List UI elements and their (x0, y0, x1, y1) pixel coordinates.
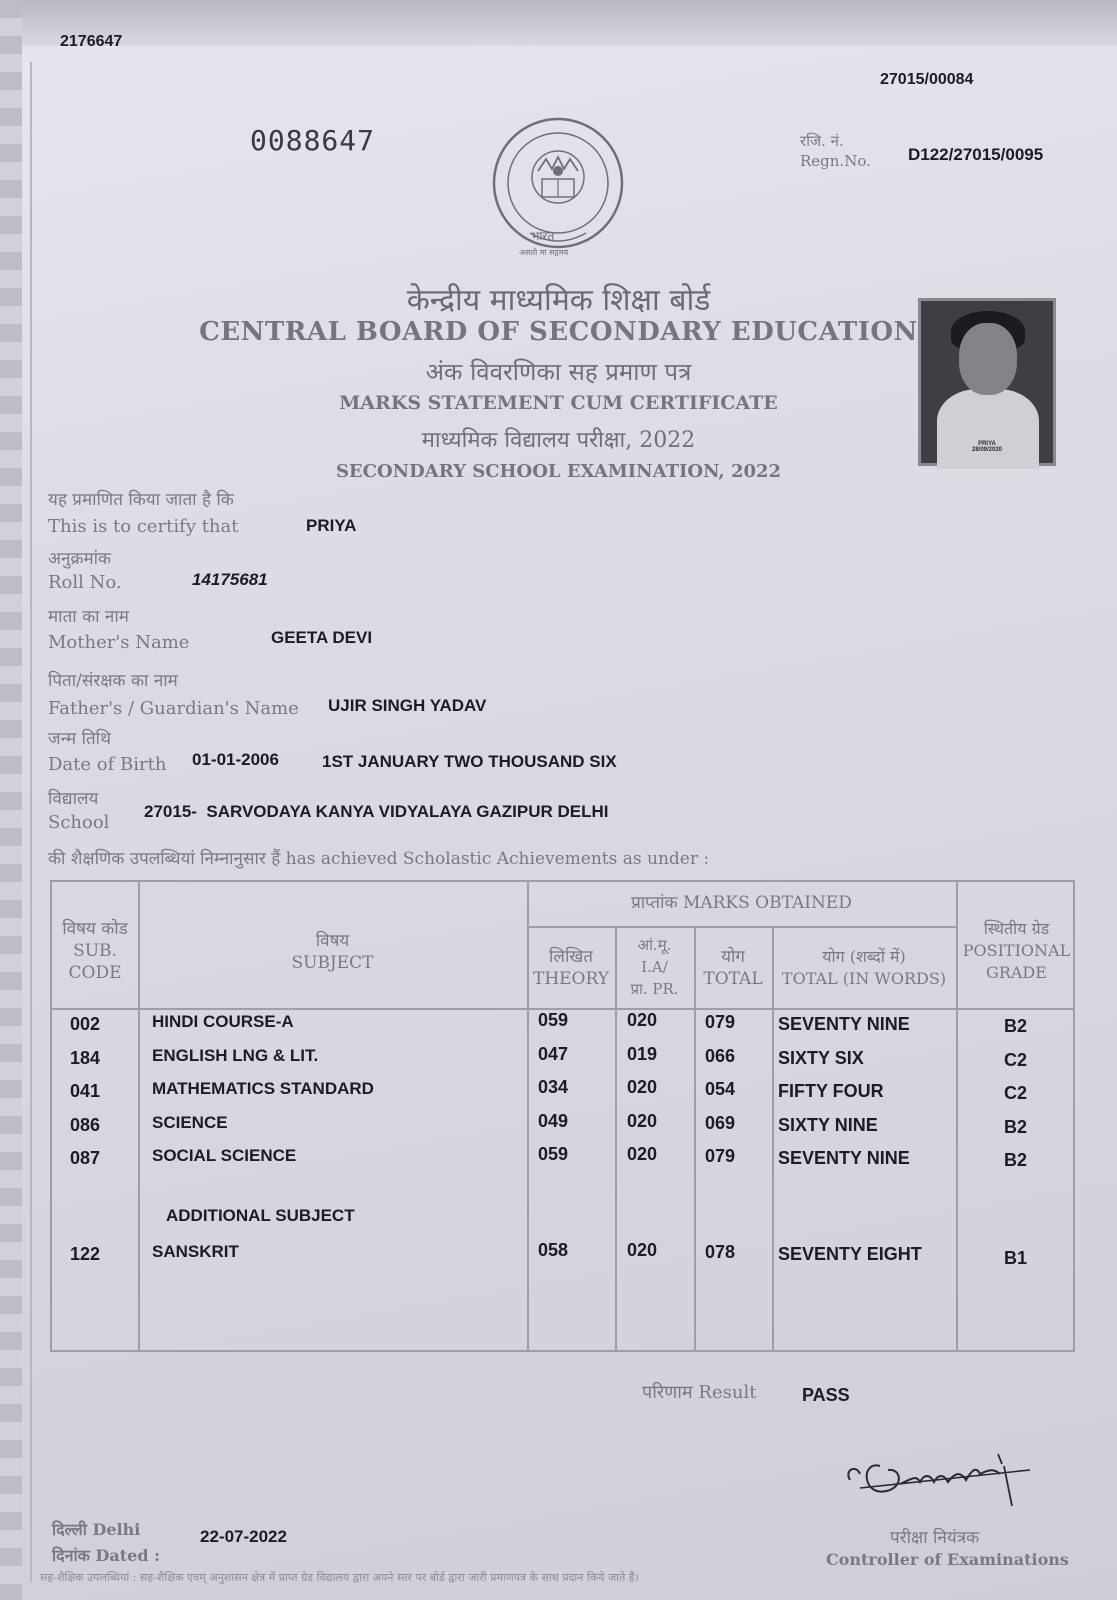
additional-words: SEVENTY EIGHT (778, 1244, 922, 1264)
cell-theory: 034 (538, 1077, 569, 1097)
cell-subject: MATHEMATICS STANDARD (152, 1079, 374, 1098)
school-name: 27015- SARVODAYA KANYA VIDYALAYA GAZIPUR DELHI (144, 802, 609, 821)
dob-in-words: 1ST JANUARY TWO THOUSAND SIX (322, 752, 617, 771)
cell-grade: B2 (1004, 1150, 1028, 1170)
student-name: PRIYA (306, 516, 357, 535)
additional-ia: 020 (627, 1240, 658, 1260)
header-theory (527, 946, 615, 990)
cell-ia: 020 (627, 1077, 658, 1097)
cell-words: SIXTY NINE (778, 1114, 878, 1135)
cell-code: 184 (70, 1047, 101, 1068)
additional-subject-label: ADDITIONAL SUBJECT (166, 1206, 355, 1225)
father-label-hi: पिता/संरक्षक का नाम (48, 671, 178, 691)
cell-subject: SCIENCE (152, 1112, 228, 1132)
header-words-hi: योग (शब्दों में) (822, 947, 906, 966)
cell-words: FIFTY FOUR (778, 1081, 884, 1101)
cell-ia: 020 (627, 1010, 658, 1030)
school-label-en: School (48, 812, 110, 833)
header-marks-obtained (527, 892, 956, 914)
cell-code: 002 (70, 1014, 101, 1034)
father-label-en: Father's / Guardian's Name (48, 698, 299, 719)
paper-edge (0, 0, 22, 1600)
header-ia-en: I.A/ (641, 958, 668, 976)
exam-name-hindi: माध्यमिक विद्यालय परीक्षा, 2022 (421, 428, 696, 453)
top-left-number: 2176647 (60, 33, 123, 50)
cell-grade: B2 (1004, 1016, 1028, 1036)
certificate-title-hindi: अंक विवरणिका सह प्रमाण पत्र (425, 358, 692, 386)
controller-title-hi: परीक्षा नियंत्रक (890, 1528, 980, 1548)
cell-code: 086 (70, 1114, 101, 1135)
cell-total: 066 (705, 1045, 736, 1066)
mother-label-hi: माता का नाम (48, 607, 129, 627)
cell-theory: 059 (538, 1010, 569, 1030)
header-positional-grade (956, 918, 1077, 984)
photo-caption-name: PRIYA (978, 441, 996, 447)
dated-label-hi: दिनांक (52, 1546, 90, 1565)
mother-name: GEETA DEVI (271, 628, 373, 647)
exam-name-english: SECONDARY SCHOOL EXAMINATION, 2022 (335, 461, 782, 482)
header-sub-code (52, 918, 138, 984)
cell-total: 054 (705, 1079, 736, 1099)
regn-number: D122/27015/0095 (908, 145, 1044, 164)
serial-number: 0088647 (250, 124, 376, 157)
footer-note: सह-शैक्षिक उपलब्धियां : सह-शैक्षिक एवम् अनुशासन क्षेत्र में प्राप्त ग्रेड विद्यालय द्वारा अपने स्तर पर बोर्ड द्वारा जारी प्रमाणपत्र के साथ प्रदान किये जाते हैं। (40, 1571, 639, 1584)
header-total-hi: योग (721, 947, 745, 967)
dob-label-hi: जन्म तिथि (48, 729, 111, 749)
header-total-en: TOTAL (703, 969, 763, 989)
cell-subject: HINDI COURSE-A (152, 1012, 294, 1031)
header-sub-code-en1: SUB. (73, 941, 117, 961)
roll-label-en: Roll No. (48, 572, 122, 593)
regn-label-en: Regn.No. (800, 152, 871, 170)
cell-words: SIXTY SIX (778, 1047, 864, 1068)
additional-grade: B1 (1004, 1248, 1028, 1268)
cell-words: SEVENTY NINE (778, 1148, 910, 1168)
cell-code: 041 (70, 1081, 101, 1101)
cell-grade: C2 (1004, 1049, 1028, 1070)
issue-date: 22-07-2022 (200, 1527, 287, 1546)
cbse-seal-logo (490, 115, 626, 255)
place-label-hi: दिल्ली (52, 1520, 87, 1539)
roll-number: 14175681 (192, 570, 268, 589)
header-ia-hi: आं.मू. (637, 936, 672, 954)
regn-label-hi: रजि. नं. (800, 132, 844, 150)
additional-code: 122 (70, 1244, 101, 1264)
achievement-intro: की शैक्षणिक उपलब्धियां निम्नानुसार हैं has achieved Scholastic Achievements as under : (48, 849, 710, 869)
header-sub-code-hi: विषय कोड (62, 919, 128, 939)
controller-title-en: Controller of Examinations (826, 1550, 1069, 1569)
cell-ia: 019 (627, 1043, 658, 1064)
header-marks-hi: प्राप्तांक (631, 893, 678, 913)
header-marks-en: MARKS OBTAINED (682, 893, 852, 913)
seal-bottom-text: भारत (531, 229, 555, 243)
board-name-english: CENTRAL BOARD OF SECONDARY EDUCATION (199, 317, 918, 347)
additional-theory: 058 (538, 1240, 569, 1260)
header-ia (615, 934, 694, 1000)
father-name: UJIR SINGH YADAV (328, 696, 487, 715)
student-photo (918, 298, 1056, 466)
header-total (694, 946, 772, 990)
additional-subject: SANSKRIT (152, 1242, 239, 1261)
cell-theory: 059 (538, 1144, 569, 1164)
mother-label-en: Mother's Name (48, 632, 190, 653)
result-value: PASS (802, 1385, 850, 1405)
top-right-number: 27015/00084 (880, 71, 974, 88)
header-subject-en: SUBJECT (291, 953, 374, 973)
header-grade-en1: POSITIONAL (962, 941, 1071, 960)
header-grade-hi: स्थितीय ग्रेड (983, 919, 1050, 938)
cell-grade: B2 (1004, 1116, 1028, 1137)
cell-subject: ENGLISH LNG & LIT. (152, 1045, 319, 1065)
photo-caption-date: 28/09/2020 (971, 447, 1003, 453)
cell-total: 079 (705, 1012, 736, 1032)
cell-total: 079 (705, 1146, 736, 1166)
header-total-words (772, 946, 956, 990)
header-theory-hi: लिखित (549, 947, 593, 967)
cell-theory: 049 (538, 1110, 569, 1131)
certify-label-en: This is to certify that (48, 516, 239, 537)
dob-value: 01-01-2006 (192, 750, 279, 769)
place-label-en: Delhi (92, 1520, 141, 1539)
dob-label-en: Date of Birth (48, 754, 167, 775)
header-subject (138, 930, 527, 974)
header-theory-en: THEORY (532, 969, 609, 989)
certify-label-hi: यह प्रमाणित किया जाता है कि (48, 490, 234, 510)
seal-motto: असतो मा सद्गमय (519, 248, 569, 257)
dated-label-en: Dated : (95, 1546, 161, 1565)
header-ia-pr: प्रा. PR. (630, 980, 679, 998)
additional-total: 078 (705, 1242, 736, 1262)
certificate-title-english: MARKS STATEMENT CUM CERTIFICATE (339, 392, 778, 414)
cell-subject: SOCIAL SCIENCE (152, 1146, 297, 1165)
top-shadow-band (0, 0, 1117, 46)
cell-ia: 020 (627, 1110, 658, 1131)
board-name-hindi: केन्द्रीय माध्यमिक शिक्षा बोर्ड (406, 283, 711, 318)
controller-signature (840, 1440, 1040, 1510)
roll-label-hi: अनुक्रमांक (48, 549, 112, 569)
place-label (52, 1518, 140, 1540)
header-grade-en2: GRADE (986, 963, 1047, 982)
dated-label (52, 1544, 160, 1566)
cell-grade: C2 (1004, 1083, 1028, 1103)
header-words-en: TOTAL (IN WORDS) (781, 969, 947, 988)
header-sub-code-en2: CODE (68, 963, 122, 983)
result-label: परिणाम Result (642, 1382, 757, 1403)
cell-words: SEVENTY NINE (778, 1014, 910, 1034)
cell-code: 087 (70, 1148, 101, 1168)
header-subject-hi: विषय (315, 931, 350, 951)
school-label-hi: विद्यालय (48, 789, 99, 809)
marks-table (50, 880, 1075, 1352)
cell-total: 069 (705, 1112, 736, 1133)
cell-theory: 047 (538, 1043, 569, 1064)
cell-ia: 020 (627, 1144, 658, 1164)
